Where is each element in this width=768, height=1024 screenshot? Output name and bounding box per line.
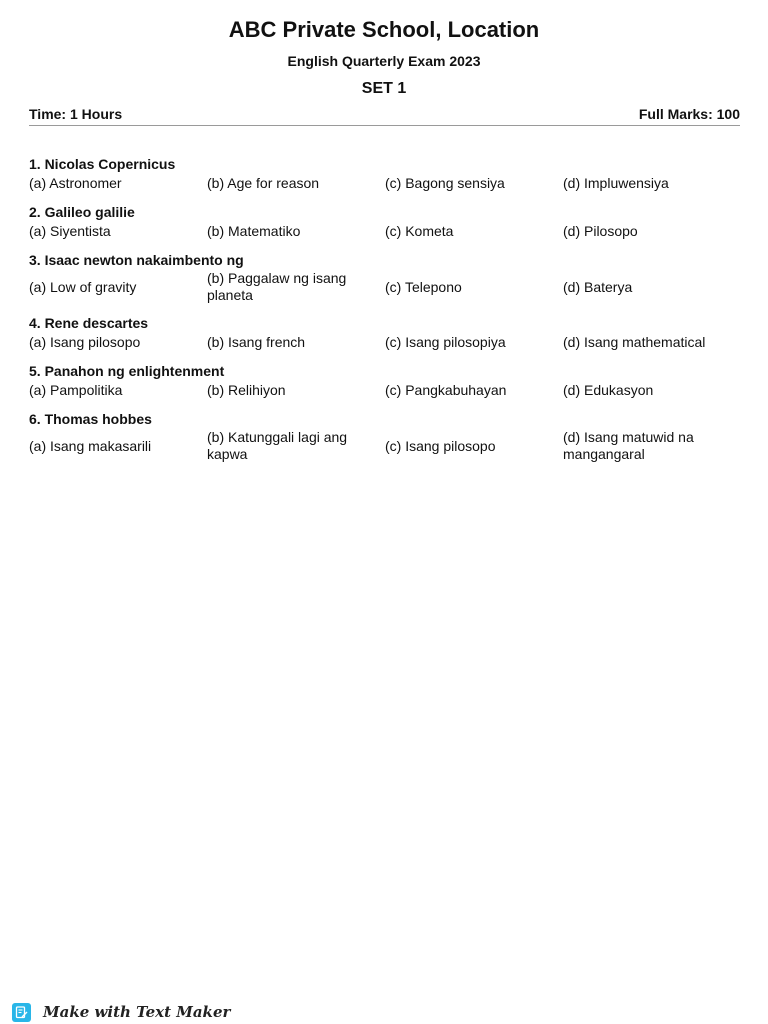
option-c: (c) Telepono <box>385 278 462 295</box>
option-c: (c) Kometa <box>385 223 454 239</box>
option-a: (a) Isang pilosopo <box>29 334 141 350</box>
option-b: (b) Katunggali lagi ang kapwa <box>207 429 348 462</box>
answer-options <box>29 381 740 400</box>
question-title: 4. Rene descartes <box>29 315 149 331</box>
option-d: (d) Baterya <box>563 278 633 295</box>
option-a: (a) Pampolitika <box>29 382 123 398</box>
option-a: (a) Low of gravity <box>29 278 137 295</box>
option-d: (d) Isang matuwid na mangangaral <box>563 429 694 462</box>
option-a: (a) Siyentista <box>29 223 111 239</box>
time-label: Time: 1 Hours <box>29 106 123 122</box>
question-title: 5. Panahon ng enlightenment <box>29 363 225 379</box>
option-b: (b) Isang french <box>207 334 306 350</box>
option-b: (b) Age for reason <box>207 175 320 191</box>
school-name: ABC Private School, Location <box>228 17 540 42</box>
question-item <box>29 251 740 304</box>
question-list <box>29 155 740 473</box>
option-d: (d) Pilosopo <box>563 223 638 239</box>
option-c: (c) Isang pilosopiya <box>385 334 506 350</box>
option-b: (b) Matematiko <box>207 223 301 239</box>
option-b: (b) Relihiyon <box>207 382 286 398</box>
exam-title: English Quarterly Exam 2023 <box>287 53 481 69</box>
question-item <box>29 410 740 463</box>
question-item <box>29 314 740 352</box>
question-item <box>29 155 740 193</box>
option-c: (c) Bagong sensiya <box>385 175 505 191</box>
exam-meta-row <box>29 104 740 124</box>
full-marks-label: Full Marks: 100 <box>638 106 740 122</box>
set-label: SET 1 <box>361 80 407 97</box>
option-d: (d) Edukasyon <box>563 382 654 398</box>
answer-options <box>29 222 740 241</box>
header-divider <box>29 125 740 126</box>
question-item <box>29 203 740 241</box>
option-b: (b) Paggalaw ng isang planeta <box>207 270 347 303</box>
answer-options <box>29 429 740 463</box>
option-c: (c) Isang pilosopo <box>385 437 496 454</box>
question-title: 6. Thomas hobbes <box>29 411 152 427</box>
answer-options <box>29 174 740 193</box>
option-c: (c) Pangkabuhayan <box>385 382 507 398</box>
question-title: 1. Nicolas Copernicus <box>29 156 176 172</box>
text-maker-label[interactable]: Make with Text Maker <box>43 1003 231 1021</box>
question-title: 3. Isaac newton nakaimbento ng <box>29 252 244 268</box>
text-maker-logo-icon <box>12 1003 31 1022</box>
text-maker-footer[interactable] <box>12 1002 230 1022</box>
answer-options <box>29 270 740 304</box>
option-a: (a) Isang makasarili <box>29 437 152 454</box>
option-d: (d) Impluwensiya <box>563 175 669 191</box>
option-a: (a) Astronomer <box>29 175 122 191</box>
option-d: (d) Isang mathematical <box>563 334 706 350</box>
question-title: 2. Galileo galilie <box>29 204 135 220</box>
answer-options <box>29 333 740 352</box>
question-item <box>29 362 740 400</box>
